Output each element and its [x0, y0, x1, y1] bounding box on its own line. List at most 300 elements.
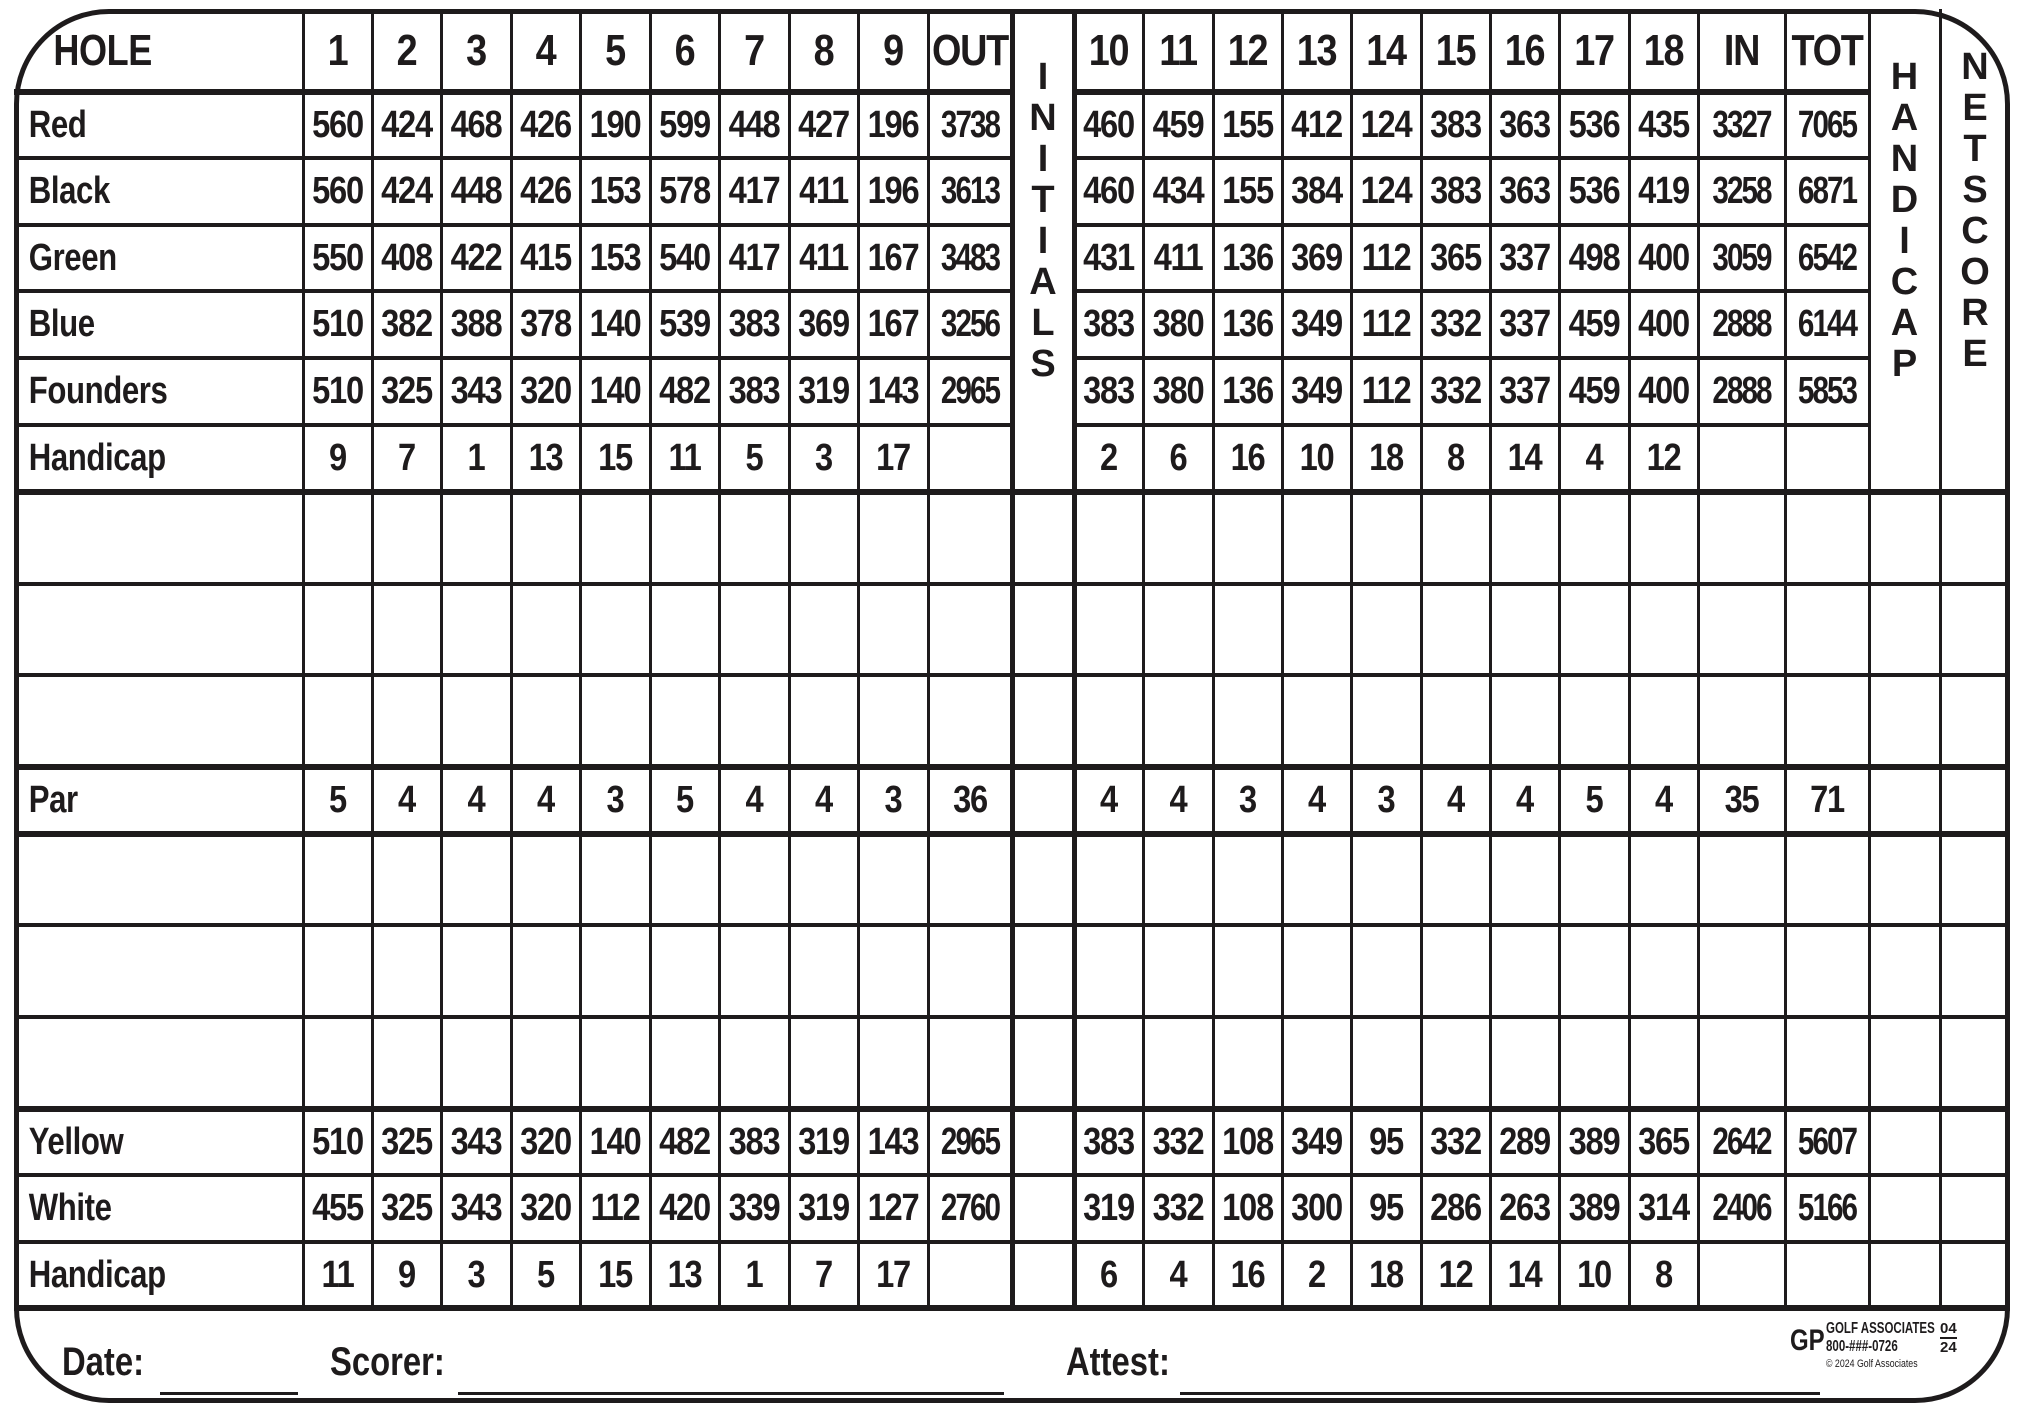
player-row-score-input[interactable] — [1562, 678, 1626, 764]
yardage-cell: 325 — [381, 1187, 432, 1229]
player-row-score-input[interactable] — [1077, 678, 1140, 764]
out-total-cell: 3256 — [940, 303, 1000, 345]
logo-copyright: © 2024 Golf Associates — [1826, 1358, 1918, 1370]
player-row-score-input[interactable] — [514, 1020, 577, 1106]
grid-column-divider — [1420, 9, 1423, 1308]
yardage-cell: 190 — [589, 103, 641, 146]
yardage-cell: 424 — [381, 103, 432, 146]
player-row-score-input[interactable] — [1146, 495, 1210, 581]
player-row-score-input[interactable] — [1424, 837, 1487, 922]
player-row-score-input[interactable] — [1562, 495, 1626, 581]
player-row-score-input[interactable] — [1285, 1020, 1348, 1106]
player-row-score-input[interactable] — [1424, 928, 1487, 1014]
player-row-score-input[interactable] — [1493, 587, 1556, 672]
player-row-score-input[interactable] — [1354, 928, 1418, 1014]
par-cell: 3 — [1239, 779, 1256, 821]
player-row-score-input[interactable] — [1493, 495, 1556, 581]
yardage-cell: 14 — [1507, 437, 1542, 479]
par-cell: 4 — [1655, 779, 1672, 821]
yardage-cell: 460 — [1083, 103, 1134, 146]
player-row-score-input[interactable] — [1562, 587, 1626, 672]
yardage-cell: 411 — [799, 236, 848, 279]
initials-column-header: I N I T I A L S — [1029, 56, 1057, 385]
player-row-score-input[interactable] — [1146, 837, 1210, 922]
player-row-score-input[interactable] — [1493, 928, 1556, 1014]
yardage-cell: 540 — [659, 236, 710, 279]
yardage-cell: 325 — [381, 370, 432, 412]
tee-row-label: White — [28, 1187, 112, 1229]
yardage-cell: 127 — [867, 1187, 919, 1229]
yardage-cell: 112 — [1361, 303, 1411, 345]
player-row-score-input[interactable] — [1077, 495, 1140, 581]
out-header: OUT — [931, 25, 1009, 75]
player-row-score-input[interactable] — [1701, 837, 1782, 922]
player-row-score-input[interactable] — [444, 587, 508, 672]
player-row-name-input[interactable] — [17, 1020, 300, 1106]
player-row-score-input[interactable] — [306, 587, 369, 672]
yardage-cell: 5 — [537, 1253, 554, 1296]
player-row-score-input[interactable] — [1493, 678, 1556, 764]
yardage-cell: 388 — [450, 303, 502, 345]
yardage-cell: 426 — [520, 170, 571, 212]
yardage-cell: 420 — [659, 1187, 710, 1229]
player-row-score-input[interactable] — [1943, 495, 2007, 581]
in-total-cell: 2642 — [1712, 1120, 1771, 1163]
player-row-score-input[interactable] — [653, 587, 716, 672]
yardage-cell: 383 — [728, 1120, 780, 1163]
player-row-score-input[interactable] — [375, 1020, 438, 1106]
par-cell: 4 — [1308, 779, 1325, 821]
player-row-score-input[interactable] — [1146, 1020, 1210, 1106]
player-row-score-input[interactable] — [1788, 1020, 1866, 1106]
yardage-cell: 112 — [590, 1187, 640, 1229]
player-row-score-input[interactable] — [1077, 928, 1140, 1014]
yardage-cell: 411 — [1153, 236, 1203, 279]
yardage-cell: 7 — [815, 1253, 832, 1296]
player-row-score-input[interactable] — [1285, 495, 1348, 581]
yardage-cell: 380 — [1152, 303, 1204, 345]
player-row-score-input[interactable] — [514, 837, 577, 922]
yardage-cell: 455 — [312, 1187, 363, 1229]
yardage-cell: 424 — [381, 170, 432, 212]
yardage-cell: 196 — [867, 170, 919, 212]
grid-column-divider — [302, 9, 305, 1308]
player-row-score-input[interactable] — [306, 837, 369, 922]
player-row-score-input[interactable] — [583, 678, 647, 764]
hole-number-header: 3 — [466, 25, 486, 75]
player-row-score-input[interactable] — [653, 837, 716, 922]
par-cell: 4 — [1100, 779, 1117, 821]
net-score-column-header: N E T S C O R E — [1960, 46, 1990, 375]
player-row-score-input[interactable] — [931, 495, 1009, 581]
scorer-label: Scorer: — [330, 1340, 445, 1384]
golf-associates-logo — [1790, 1318, 1970, 1378]
player-row-score-input[interactable] — [792, 837, 855, 922]
yardage-cell: 560 — [312, 170, 363, 212]
player-row-score-input[interactable] — [1424, 495, 1487, 581]
grid-column-divider — [788, 9, 791, 1308]
player-row-score-input[interactable] — [1943, 678, 2007, 764]
player-row-score-input[interactable] — [1872, 495, 1937, 581]
yardage-cell: 319 — [798, 1187, 849, 1229]
yardage-cell: 427 — [798, 103, 849, 146]
tee-row-label: Black — [28, 170, 110, 212]
player-row-score-input[interactable] — [1015, 928, 1071, 1014]
player-row-score-input[interactable] — [444, 678, 508, 764]
yardage-cell: 459 — [1568, 370, 1620, 412]
yardage-cell: 124 — [1360, 170, 1412, 212]
player-row-score-input[interactable] — [583, 837, 647, 922]
player-row-score-input[interactable] — [1493, 1020, 1556, 1106]
grid-column-divider — [371, 9, 374, 1308]
grand-total-cell: 5166 — [1797, 1187, 1857, 1229]
yardage-cell: 383 — [1083, 370, 1134, 412]
grid-column-divider — [1628, 9, 1631, 1308]
yardage-cell: 13 — [667, 1253, 702, 1296]
yardage-cell: 369 — [1291, 236, 1342, 279]
player-row-score-input[interactable] — [1943, 837, 2007, 922]
yardage-cell: 9 — [398, 1253, 415, 1296]
yardage-cell: 95 — [1369, 1187, 1403, 1229]
yardage-cell: 343 — [450, 1120, 502, 1163]
player-row-score-input[interactable] — [1354, 837, 1418, 922]
yardage-cell: 460 — [1083, 170, 1134, 212]
player-row-score-input[interactable] — [722, 1020, 786, 1106]
par-cell: 3 — [1377, 779, 1395, 821]
par-cell: 5 — [329, 779, 346, 821]
par-cell: 3 — [884, 779, 902, 821]
yardage-cell: 319 — [798, 370, 849, 412]
yardage-cell: 18 — [1369, 1253, 1403, 1296]
player-row-score-input[interactable] — [1872, 587, 1937, 672]
hole-number-header: 5 — [605, 25, 625, 75]
yardage-cell: 550 — [312, 236, 363, 279]
player-row-score-input[interactable] — [1701, 495, 1782, 581]
yardage-cell: 498 — [1568, 236, 1620, 279]
yardage-cell: 337 — [1499, 303, 1550, 345]
player-row-score-input[interactable] — [1424, 678, 1487, 764]
yardage-cell: 378 — [520, 303, 571, 345]
player-row-score-input[interactable] — [1632, 678, 1695, 764]
player-row-score-input[interactable] — [1943, 928, 2007, 1014]
player-row-score-input[interactable] — [444, 928, 508, 1014]
player-row-score-input[interactable] — [306, 678, 369, 764]
player-row-score-input[interactable] — [1632, 837, 1695, 922]
player-row-score-input[interactable] — [514, 678, 577, 764]
in-header: IN — [1723, 25, 1760, 75]
yardage-cell: 389 — [1568, 1187, 1620, 1229]
in-total-cell — [1708, 425, 1776, 492]
player-row-score-input[interactable] — [861, 837, 925, 922]
player-row-score-input[interactable] — [1216, 678, 1279, 764]
player-row-score-input[interactable] — [1562, 837, 1626, 922]
hole-number-header: 8 — [813, 25, 834, 75]
yardage-cell: 384 — [1291, 170, 1342, 212]
yardage-cell: 382 — [381, 303, 432, 345]
grid-column-divider — [1350, 9, 1353, 1308]
yardage-cell: 16 — [1230, 437, 1265, 479]
player-row-score-input[interactable] — [583, 1020, 647, 1106]
player-row-score-input[interactable] — [1632, 928, 1695, 1014]
player-row-score-input[interactable] — [861, 587, 925, 672]
player-row-score-input[interactable] — [653, 1020, 716, 1106]
hole-number-header: 18 — [1643, 25, 1684, 75]
player-row-score-input[interactable] — [1285, 837, 1348, 922]
player-row-score-input[interactable] — [306, 495, 369, 581]
player-row-score-input[interactable] — [1146, 928, 1210, 1014]
yardage-cell: 108 — [1222, 1120, 1273, 1163]
yardage-cell: 536 — [1568, 103, 1620, 146]
player-row-score-input[interactable] — [1562, 928, 1626, 1014]
player-row-score-input[interactable] — [1146, 587, 1210, 672]
player-row-score-input[interactable] — [1146, 678, 1210, 764]
player-row-score-input[interactable] — [792, 1020, 855, 1106]
yardage-cell: 112 — [1361, 236, 1411, 279]
player-row-name-input[interactable] — [17, 837, 300, 922]
player-row-score-input[interactable] — [1354, 495, 1418, 581]
player-row-score-input[interactable] — [1216, 1020, 1279, 1106]
player-row-score-input[interactable] — [1788, 587, 1866, 672]
player-row-score-input[interactable] — [1562, 1020, 1626, 1106]
yardage-cell: 153 — [589, 236, 641, 279]
yardage-cell: 6 — [1100, 1253, 1117, 1296]
grid-column-divider — [1212, 9, 1215, 1308]
player-row-score-input[interactable] — [1285, 587, 1348, 672]
player-row-score-input[interactable] — [375, 587, 438, 672]
player-row-name-input[interactable] — [17, 928, 300, 1014]
hole-number-header: 12 — [1227, 25, 1268, 75]
yardage-cell: 95 — [1369, 1120, 1403, 1163]
yardage-cell: 10 — [1577, 1253, 1611, 1296]
player-row-score-input[interactable] — [1077, 1020, 1140, 1106]
yardage-cell: 17 — [876, 437, 910, 479]
player-row-score-input[interactable] — [375, 678, 438, 764]
grid-column-divider — [579, 9, 582, 1308]
yardage-cell: 300 — [1291, 1187, 1342, 1229]
logo-company-name: GOLF ASSOCIATES — [1826, 1320, 1935, 1337]
player-row-score-input[interactable] — [1872, 837, 1937, 922]
player-row-score-input[interactable] — [861, 495, 925, 581]
player-row-score-input[interactable] — [1216, 587, 1279, 672]
out-total-cell: 2965 — [940, 370, 1000, 412]
player-row-score-input[interactable] — [1788, 928, 1866, 1014]
player-row-score-input[interactable] — [1701, 678, 1782, 764]
grand-total-cell: 6542 — [1797, 236, 1857, 279]
yardage-cell: 5 — [745, 437, 763, 479]
player-row-score-input[interactable] — [1701, 1020, 1782, 1106]
date-field[interactable] — [160, 1392, 298, 1395]
yardage-cell: 136 — [1222, 303, 1273, 345]
player-row-score-input[interactable] — [1015, 587, 1071, 672]
player-row-score-input[interactable] — [653, 678, 716, 764]
player-row-score-input[interactable] — [583, 587, 647, 672]
player-row-score-input[interactable] — [375, 928, 438, 1014]
yardage-cell: 325 — [381, 1120, 432, 1163]
yardage-cell: 18 — [1369, 437, 1403, 479]
player-row-score-input[interactable] — [1216, 928, 1279, 1014]
yardage-cell: 108 — [1222, 1187, 1273, 1229]
yardage-cell: 11 — [668, 437, 701, 479]
player-row-score-input[interactable] — [931, 678, 1009, 764]
hole-number-header: 11 — [1159, 25, 1197, 75]
attest-field[interactable] — [1180, 1392, 1820, 1395]
player-row-score-input[interactable] — [444, 1020, 508, 1106]
yardage-cell: 539 — [659, 303, 710, 345]
yardage-cell: 3 — [467, 1253, 485, 1296]
player-row-score-input[interactable] — [1632, 495, 1695, 581]
player-row-score-input[interactable] — [931, 837, 1009, 922]
yardage-cell: 578 — [659, 170, 710, 212]
gp-logo-icon: GP — [1790, 1324, 1825, 1357]
yardage-cell: 599 — [659, 103, 710, 146]
yardage-cell: 365 — [1430, 236, 1481, 279]
player-row-score-input[interactable] — [1872, 1020, 1937, 1106]
player-row-score-input[interactable] — [1424, 587, 1487, 672]
yardage-cell: 13 — [528, 437, 563, 479]
player-row-score-input[interactable] — [1015, 1020, 1071, 1106]
player-row-score-input[interactable] — [1788, 495, 1866, 581]
player-row-score-input[interactable] — [722, 928, 786, 1014]
player-row-score-input[interactable] — [931, 587, 1009, 672]
yardage-cell: 380 — [1152, 370, 1204, 412]
handicap-column-header: H A N D I C A P — [1890, 56, 1919, 385]
player-row-score-input[interactable] — [1015, 495, 1071, 581]
tee-row-label: Green — [28, 236, 117, 279]
yardage-cell: 332 — [1430, 303, 1481, 345]
player-row-score-input[interactable] — [722, 837, 786, 922]
player-row-score-input[interactable] — [722, 678, 786, 764]
hole-number-header: 4 — [535, 25, 556, 75]
player-row-score-input[interactable] — [444, 837, 508, 922]
player-row-score-input[interactable] — [1216, 837, 1279, 922]
player-row-score-input[interactable] — [1285, 678, 1348, 764]
player-row-score-input[interactable] — [722, 495, 786, 581]
player-row-score-input[interactable] — [375, 495, 438, 581]
player-row-score-input[interactable] — [1493, 837, 1556, 922]
hole-number-header: 13 — [1296, 25, 1337, 75]
player-row-score-input[interactable] — [792, 678, 855, 764]
player-row-score-input[interactable] — [861, 1020, 925, 1106]
yardage-cell: 383 — [728, 370, 780, 412]
player-row-name-input[interactable] — [17, 495, 300, 581]
yardage-cell: 412 — [1291, 103, 1342, 146]
yardage-cell: 289 — [1499, 1120, 1550, 1163]
player-row-score-input[interactable] — [583, 495, 647, 581]
player-row-score-input[interactable] — [583, 928, 647, 1014]
player-row-score-input[interactable] — [1285, 928, 1348, 1014]
in-total-cell: 2888 — [1712, 370, 1771, 412]
grid-column-divider — [1558, 9, 1561, 1308]
yardage-cell: 143 — [867, 370, 919, 412]
yardage-cell: 263 — [1499, 1187, 1550, 1229]
yardage-cell: 415 — [520, 236, 571, 279]
yardage-cell: 15 — [598, 437, 632, 479]
player-row-score-input[interactable] — [306, 928, 369, 1014]
player-row-score-input[interactable] — [1354, 678, 1418, 764]
player-row-score-input[interactable] — [514, 587, 577, 672]
par-cell: 4 — [398, 779, 415, 821]
scorer-field[interactable] — [458, 1392, 1004, 1395]
yardage-cell: 365 — [1638, 1120, 1689, 1163]
yardage-cell: 349 — [1291, 1120, 1342, 1163]
date-label: Date: — [62, 1340, 145, 1384]
player-row-score-input[interactable] — [1701, 587, 1782, 672]
hole-header: HOLE — [53, 25, 152, 75]
yardage-cell: 400 — [1638, 370, 1689, 412]
player-row-score-input[interactable] — [1015, 678, 1071, 764]
player-row-score-input[interactable] — [375, 837, 438, 922]
player-row-score-input[interactable] — [514, 495, 577, 581]
hole-number-header: 10 — [1088, 25, 1129, 75]
player-row-score-input[interactable] — [861, 678, 925, 764]
player-row-score-input[interactable] — [306, 1020, 369, 1106]
player-row-score-input[interactable] — [1216, 495, 1279, 581]
player-row-score-input[interactable] — [792, 495, 855, 581]
par-in-total: 35 — [1724, 779, 1759, 821]
player-row-score-input[interactable] — [1943, 1020, 2007, 1106]
hole-number-header: 14 — [1366, 25, 1406, 75]
grid-column-divider — [1784, 9, 1787, 1308]
tee-row-label: Yellow — [28, 1120, 124, 1163]
yardage-cell: 448 — [450, 170, 502, 212]
player-row-score-input[interactable] — [1354, 587, 1418, 672]
player-row-score-input[interactable] — [1788, 837, 1866, 922]
grid-column-divider — [649, 9, 652, 1308]
yardage-cell: 383 — [1430, 103, 1481, 146]
tee-row-label: Handicap — [28, 437, 166, 479]
player-row-score-input[interactable] — [1077, 837, 1140, 922]
player-row-score-input[interactable] — [1354, 1020, 1418, 1106]
player-row-score-input[interactable] — [1632, 1020, 1695, 1106]
yardage-cell: 560 — [312, 103, 363, 146]
player-row-score-input[interactable] — [514, 928, 577, 1014]
yardage-cell: 332 — [1152, 1187, 1204, 1229]
player-row-score-input[interactable] — [1077, 587, 1140, 672]
player-row-score-input[interactable] — [931, 1020, 1009, 1106]
yardage-cell: 343 — [450, 1187, 502, 1229]
yardage-cell: 140 — [589, 370, 641, 412]
player-row-score-input[interactable] — [1015, 837, 1071, 922]
yardage-cell: 383 — [1430, 170, 1481, 212]
yardage-cell: 1 — [745, 1253, 763, 1296]
player-row-name-input[interactable] — [17, 678, 300, 764]
player-row-score-input[interactable] — [653, 928, 716, 1014]
player-row-score-input[interactable] — [792, 587, 855, 672]
player-row-score-input[interactable] — [1872, 678, 1937, 764]
player-row-score-input[interactable] — [792, 928, 855, 1014]
player-row-score-input[interactable] — [931, 928, 1009, 1014]
yardage-cell: 383 — [728, 303, 780, 345]
grid-column-divider — [440, 9, 443, 1308]
player-row-score-input[interactable] — [1632, 587, 1695, 672]
player-row-score-input[interactable] — [444, 495, 508, 581]
player-row-score-input[interactable] — [1701, 928, 1782, 1014]
player-row-score-input[interactable] — [1872, 928, 1937, 1014]
player-row-name-input[interactable] — [17, 587, 300, 672]
yardage-cell: 426 — [520, 103, 571, 146]
yardage-cell: 343 — [450, 370, 502, 412]
player-row-score-input[interactable] — [861, 928, 925, 1014]
player-row-score-input[interactable] — [1943, 587, 2007, 672]
player-row-score-input[interactable] — [653, 495, 716, 581]
player-row-score-input[interactable] — [1424, 1020, 1487, 1106]
par-cell: 5 — [1585, 779, 1603, 821]
player-row-score-input[interactable] — [722, 587, 786, 672]
yardage-cell: 411 — [799, 170, 848, 212]
yardage-cell: 155 — [1222, 103, 1273, 146]
player-row-score-input[interactable] — [1788, 678, 1866, 764]
tee-row-label: Red — [28, 103, 87, 146]
